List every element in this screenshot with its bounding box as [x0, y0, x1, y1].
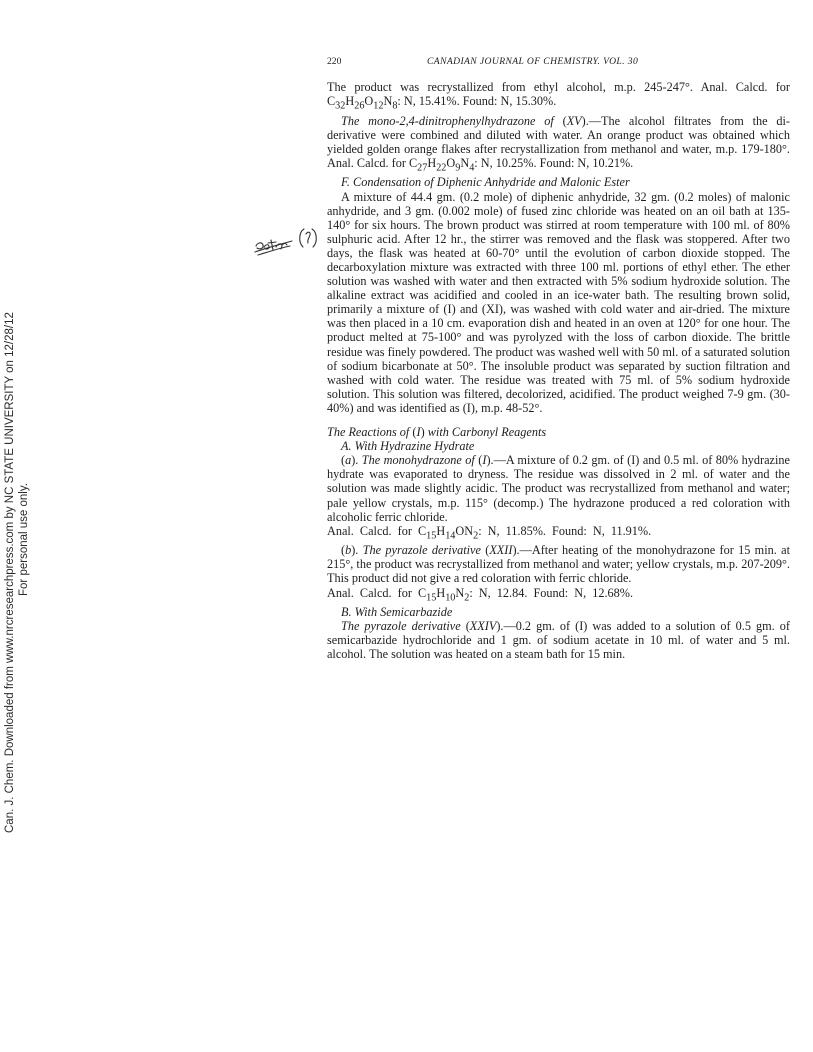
paragraph: The product was recrystallized from ethyl alcohol, m.p. 245-247°. Anal. Calcd. for $C_{32}H_{26}O_{12}N_8$: N, 15.41%. Found: N, 15.30%.: [327, 80, 790, 112]
download-watermark: Can. J. Chem. Downloaded from www.nrcresearchpress.com by NC STATE UNIVERSITY on 12/28/12: [4, 312, 16, 833]
subsection-heading: A. With Hydrazine Hydrate: [341, 439, 475, 454]
page-number: 220: [327, 56, 342, 67]
handwritten-annotation: [252, 226, 324, 256]
running-title: CANADIAN JOURNAL OF CHEMISTRY. VOL. 30: [427, 56, 639, 67]
subsection-heading: B. With Semicarbazide: [341, 605, 453, 620]
paragraph: The pyrazole derivative (XXIV).—0.2 gm. of (I) was added to a solution of 0.5 gm. of semicarbazide hydrochloride and 1 gm. of sodium acetate in 10 ml. of water and 5 ml. alcohol. The solution was heated on a steam bath for 15 min.: [327, 619, 790, 662]
paragraph: (b). The pyrazole derivative (XXII).—After heating of the monohydrazone for 15 min. at 215°, the product was recrystallized from methanol and water; yellow crystals, m.p. 207-209°. This product did not give a red coloration with ferric chloride.: [327, 543, 790, 586]
analysis-line: Anal. Calcd. for $C_{15}H_{14}ON_2$: N, 11.85%. Found: N, 11.91%.: [327, 523, 652, 542]
analysis-line: Anal. Calcd. for $C_{15}H_{10}N_2$: N, 12.84. Found: N, 12.68%.: [327, 585, 634, 603]
paragraph: (a). The monohydrazone of (I).—A mixture of 0.2 gm. of (I) and 0.5 ml. of 80% hydrazine hydrate was evaporated to dryness. The residue was dissolved in 2 ml. of water and the solution was made slightly acidic. The product was recrystallized from methanol and water; pale yellow crystals, m.p. 115° (decomp.) The hydrazone produced a red coloration with alcoholic ferric chloride.: [327, 453, 790, 524]
article-body: [327, 80, 790, 661]
personal-use-watermark: For personal use only.: [18, 483, 30, 596]
section-heading: F. Condensation of Diphenic Anhydride and Malonic Ester: [341, 175, 630, 190]
section-heading: The Reactions of (I) with Carbonyl Reagents: [327, 425, 547, 440]
paragraph: A mixture of 44.4 gm. (0.2 mole) of diphenic anhydride, 32 gm. (0.2 moles) of malonic anhydride, and 3 gm. (0.002 mole) of fused zinc chloride was heated on an oil bath at 135-140° for six hours. The brown product was stirred at room temperature with 100 ml. of 80% sulphuric acid. After 12 hr., the stirrer was removed and the flask was stoppered. After two days, the flask was heated at 60-70° until the evolution of carbon dioxide stopped. The decarboxylation mixture was extracted with three 100 ml. portions of ethyl ether. The ether solution was washed with water and then extracted with 5% sodium hydroxide solution. The alkaline extract was acidified and cooled in an ice-water bath. The resulting brown solid, primarily a mixture of (I) and (XI), was washed with cold water and air-dried. The mixture was then placed in a 10 cm. evaporation dish and heated in an oven at 120° for one hour. The product melted at 75-100° and was pyrolyzed with the loss of carbon dioxide. The brittle residue was finely powdered. The product was washed well with 50 ml. of a saturated solution of sodium bicarbonate at 50°. The insoluble product was separated by suction filtration and washed with cold water. The residue was treated with 75 ml. of 5% sodium hydroxide solution. This solution was filtered, decolorized, acidified. The product weighed 7-9 gm. (30-40%) and was identified as (I), m.p. 48-52°.: [327, 189, 790, 415]
paragraph: The mono-2,4-dinitrophenylhydrazone of (XV).—The alcohol filtrates from the di-derivative were combined and diluted with water. An orange product was obtained which yielded golden orange flakes after recrystallization from methanol and water, m.p. 179-180°. Anal. Calcd. for $C_{27}H_{22}O_9N_4$: N, 10.25%. Found: N, 10.21%.: [327, 113, 790, 174]
